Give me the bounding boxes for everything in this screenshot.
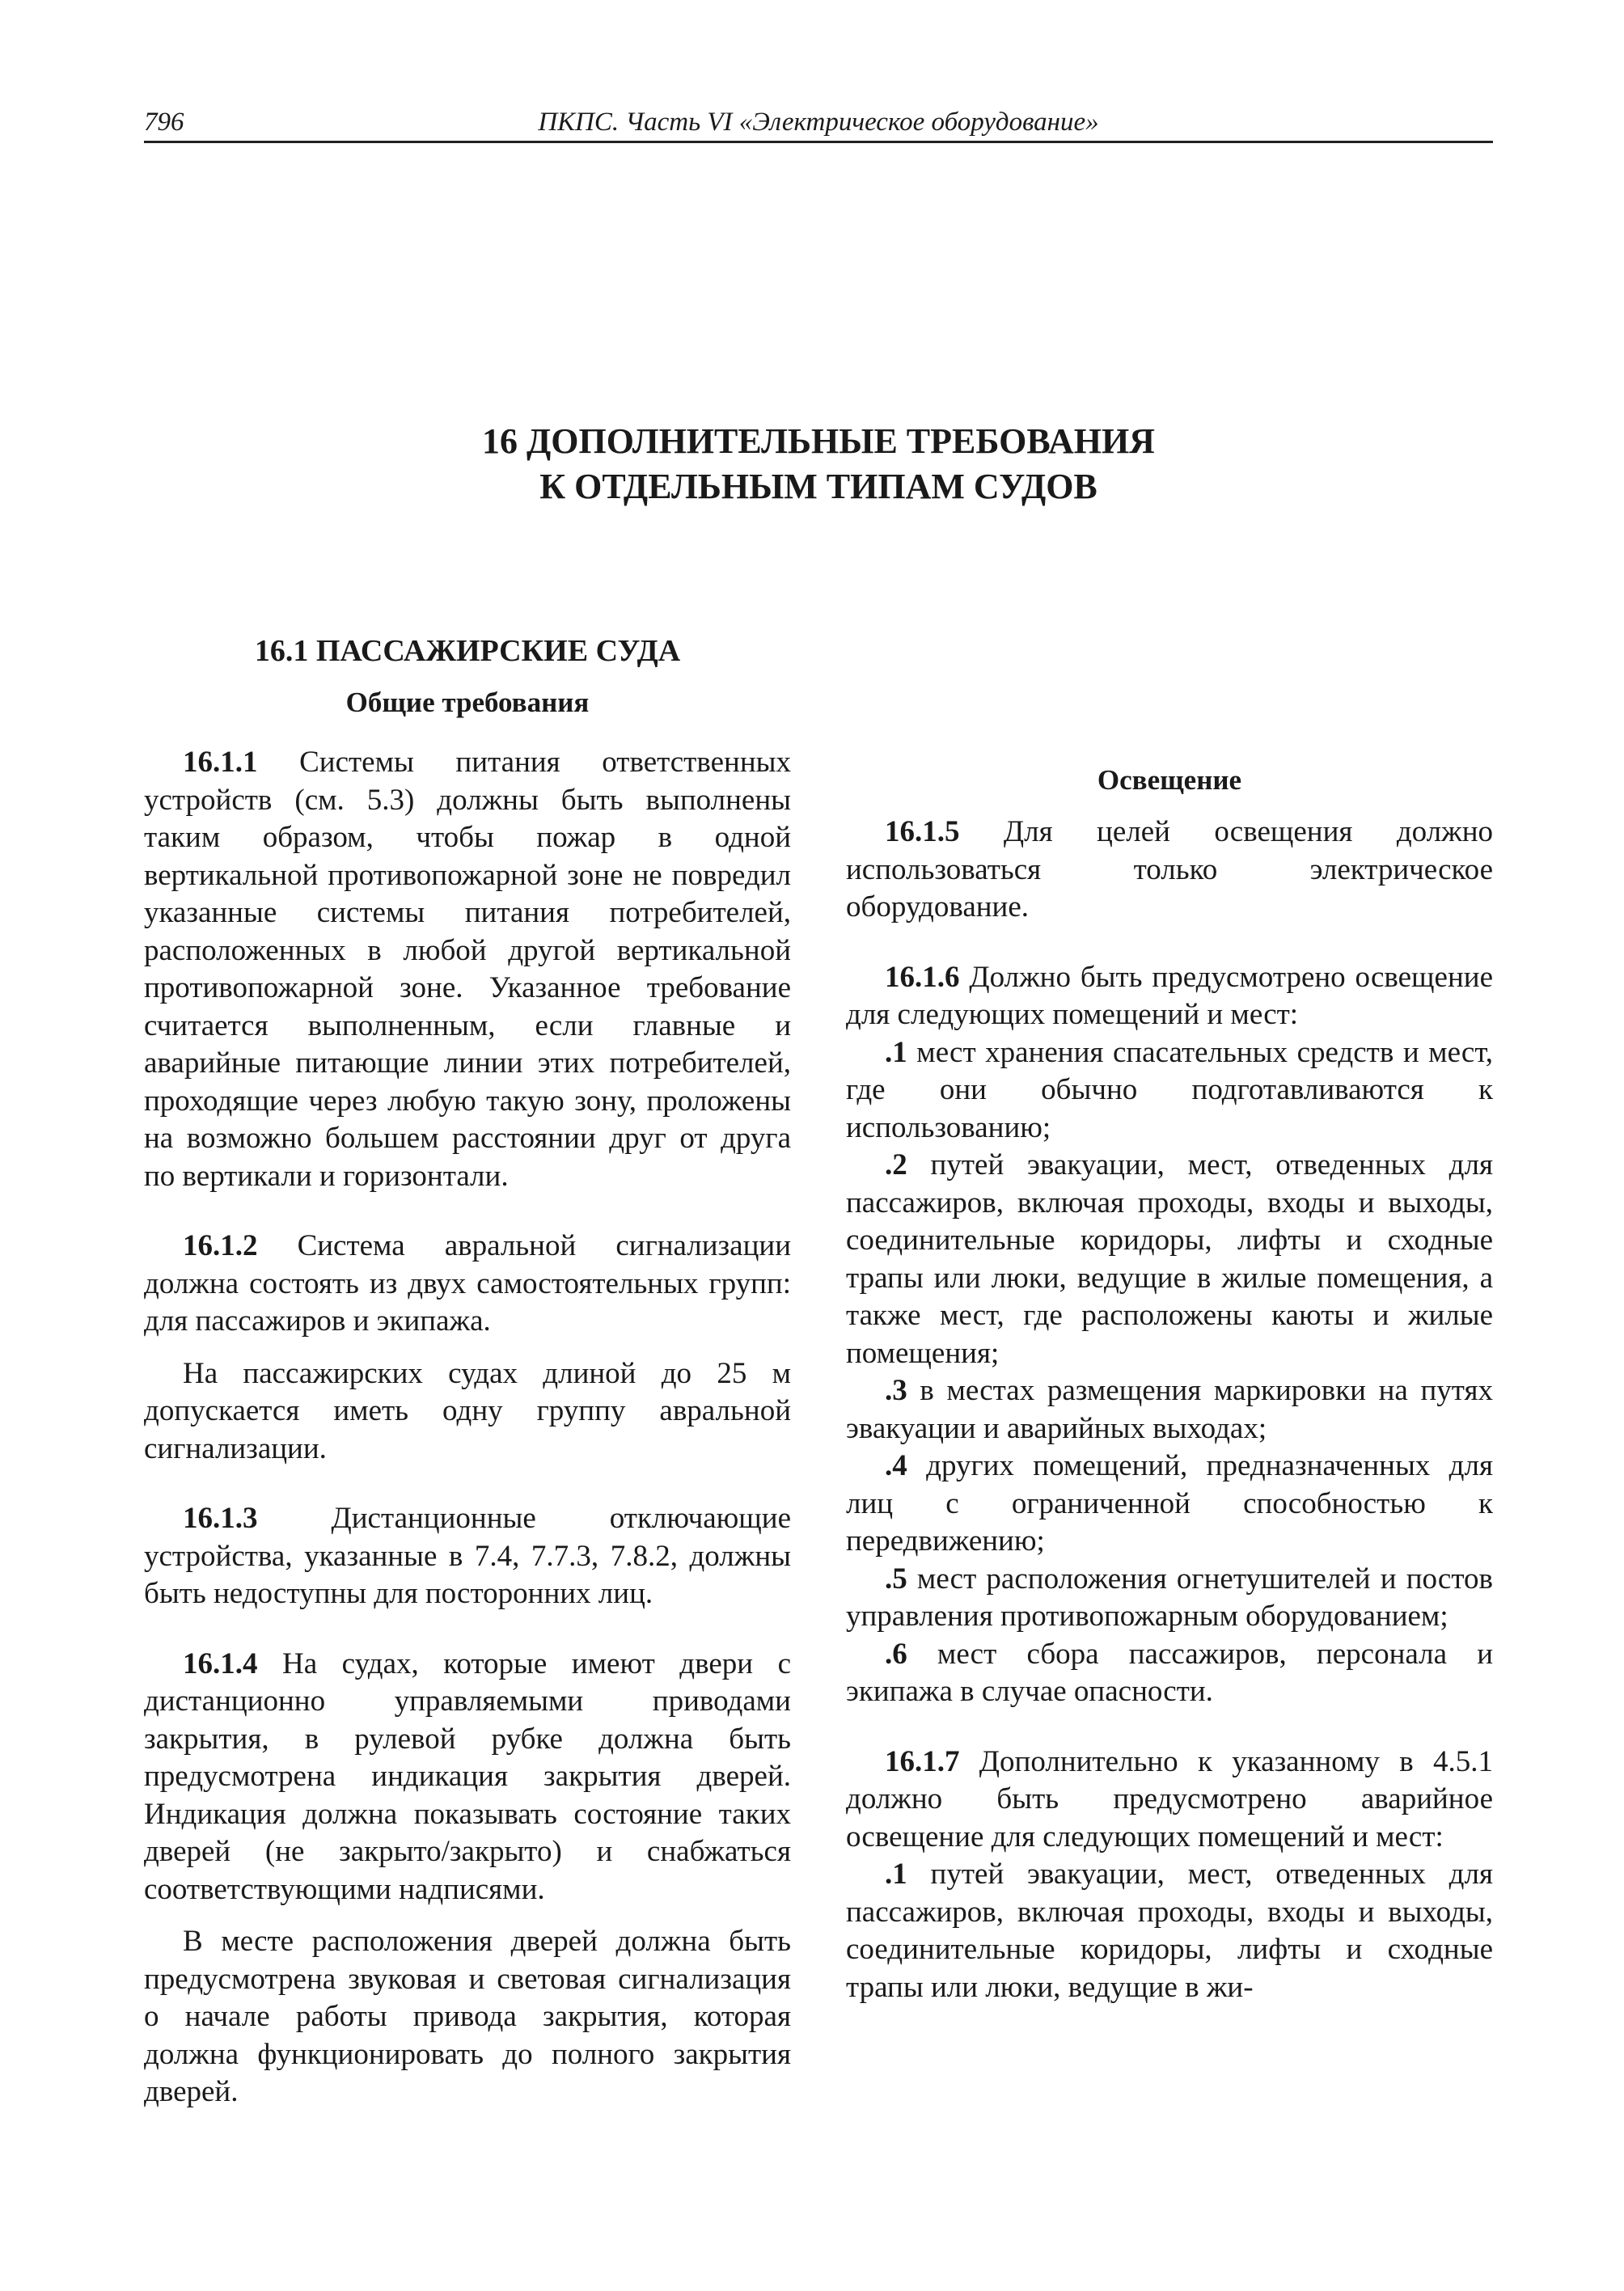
list-item <box>846 1856 1493 2006</box>
item-number: .2 <box>885 1148 907 1181</box>
item-number: .6 <box>885 1637 907 1671</box>
paragraph-16-1-2 <box>144 1228 791 1341</box>
list-item <box>846 1034 1493 1148</box>
subsection-title-lighting: Освещение <box>1097 764 1242 796</box>
item-text: путей эвакуации, мест, отведенных для пассажиров, включая проходы, входы и выходы, соединительные коридоры, лифты и сходные трапы или люки, ведущие в жи- <box>846 1858 1493 2004</box>
item-number: .1 <box>885 1858 907 1891</box>
clause-text: Дополнительно к указанному в 4.5.1 должно быть предусмотрено аварийное освещение для следующих помещений и мест: <box>846 1744 1493 1854</box>
running-header <box>144 108 1493 143</box>
item-number: .3 <box>885 1374 907 1407</box>
chapter-title-line-2: К ОТДЕЛЬНЫМ ТИПАМ СУДОВ <box>539 467 1097 506</box>
list-item <box>846 1448 1493 1561</box>
paragraph-16-1-3 <box>144 1500 791 1613</box>
item-text: мест сбора пассажиров, персонала и экипажа в случае опасности. <box>846 1637 1493 1708</box>
paragraph-16-1-4 <box>144 1646 791 1909</box>
paragraph-16-1-6 <box>846 959 1493 1034</box>
running-title: ПКПС. Часть VI «Электрическое оборудование» <box>538 108 1099 137</box>
chapter-title-line-1: 16 ДОПОЛНИТЕЛЬНЫЕ ТРЕБОВАНИЯ <box>482 421 1155 461</box>
clause-number: 16.1.5 <box>885 815 960 848</box>
chapter-title <box>144 419 1493 509</box>
section-title: 16.1 ПАССАЖИРСКИЕ СУДА <box>254 634 681 668</box>
subsection-title-general: Общие требования <box>345 687 590 718</box>
item-text: мест расположения огнетушителей и постов управления противопожарным оборудованием; <box>846 1562 1493 1633</box>
clause-text: Системы питания ответственных устройств (см. 5.3) должны быть выполнены таким образом, чтобы пожар в одной вертикальной противопожарной зоне не повредил указанные системы питания потребителей, расположенных в любой другой вертикальной противопожарной зоне. Указанное требование считается выполненным, если главные и аварийные питающие линии этих потребителей, проходящие через любую такую зону, проложены на возможно большем расстоянии друг от друга по вертикали и горизонтали. <box>144 746 791 1193</box>
clause-text: На судах, которые имеют двери с дистанционно управляемыми приводами закрытия, в рулевой рубке должна быть предусмотрена индикация закрытия дверей. Индикация должна показывать состояние таких дверей (не закрыто/закрыто) и снабжаться соответствующими надписями. <box>144 1646 791 1906</box>
item-number: .4 <box>885 1449 907 1482</box>
item-text: мест хранения спасательных средств и мест, где они обычно подготавливаются к использованию; <box>846 1035 1493 1144</box>
item-number: .1 <box>885 1035 907 1069</box>
left-column <box>144 632 791 2111</box>
list-item <box>846 1561 1493 1636</box>
clause-number: 16.1.2 <box>183 1229 258 1262</box>
clause-number: 16.1.7 <box>885 1744 960 1778</box>
paragraph-16-1-1 <box>144 744 791 1195</box>
clause-text: Дистанционные отключающие устройства, указанные в 7.4, 7.7.3, 7.8.2, должны быть недоступны для посторонних лиц. <box>144 1502 791 1610</box>
clause-number: 16.1.3 <box>183 1502 258 1535</box>
right-column <box>846 632 1493 2006</box>
paragraph-16-1-4-b: В месте расположения дверей должна быть предусмотрена звуковая и световая сигнализация о начале работы привода закрытия, которая должна функционировать до полного закрытия дверей. <box>144 1925 791 2108</box>
paragraph-16-1-2-b: На пассажирских судах длиной до 25 м допускается иметь одну группу авральной сигнализации. <box>144 1356 791 1465</box>
item-text: путей эвакуации, мест, отведенных для пассажиров, включая проходы, входы и выходы, соединительные коридоры, лифты и сходные трапы или люки, ведущие в жилые помещения, а также мест, где расположены каюты и жилые помещения; <box>846 1148 1493 1370</box>
item-text: других помещений, предназначенных для лиц с ограниченной способностью к передвижению; <box>846 1449 1493 1558</box>
page-number: 796 <box>144 108 184 137</box>
paragraph-16-1-7 <box>846 1744 1493 1857</box>
item-number: .5 <box>885 1562 907 1596</box>
clause-text: Для целей освещения должно использоваться только электрическое оборудование. <box>846 815 1493 924</box>
list-item <box>846 1636 1493 1711</box>
item-text: в местах размещения маркировки на путях эвакуации и аварийных выходах; <box>846 1374 1493 1445</box>
clause-number: 16.1.1 <box>183 746 258 779</box>
paragraph-16-1-5 <box>846 814 1493 927</box>
clause-number: 16.1.4 <box>183 1646 258 1680</box>
clause-number: 16.1.6 <box>885 960 960 994</box>
list-item <box>846 1372 1493 1448</box>
list-item <box>846 1147 1493 1372</box>
clause-text: Система авральной сигнализации должна состоять из двух самостоятельных групп: для пассажиров и экипажа. <box>144 1229 791 1338</box>
clause-text: Должно быть предусмотрено освещение для следующих помещений и мест: <box>846 960 1493 1031</box>
